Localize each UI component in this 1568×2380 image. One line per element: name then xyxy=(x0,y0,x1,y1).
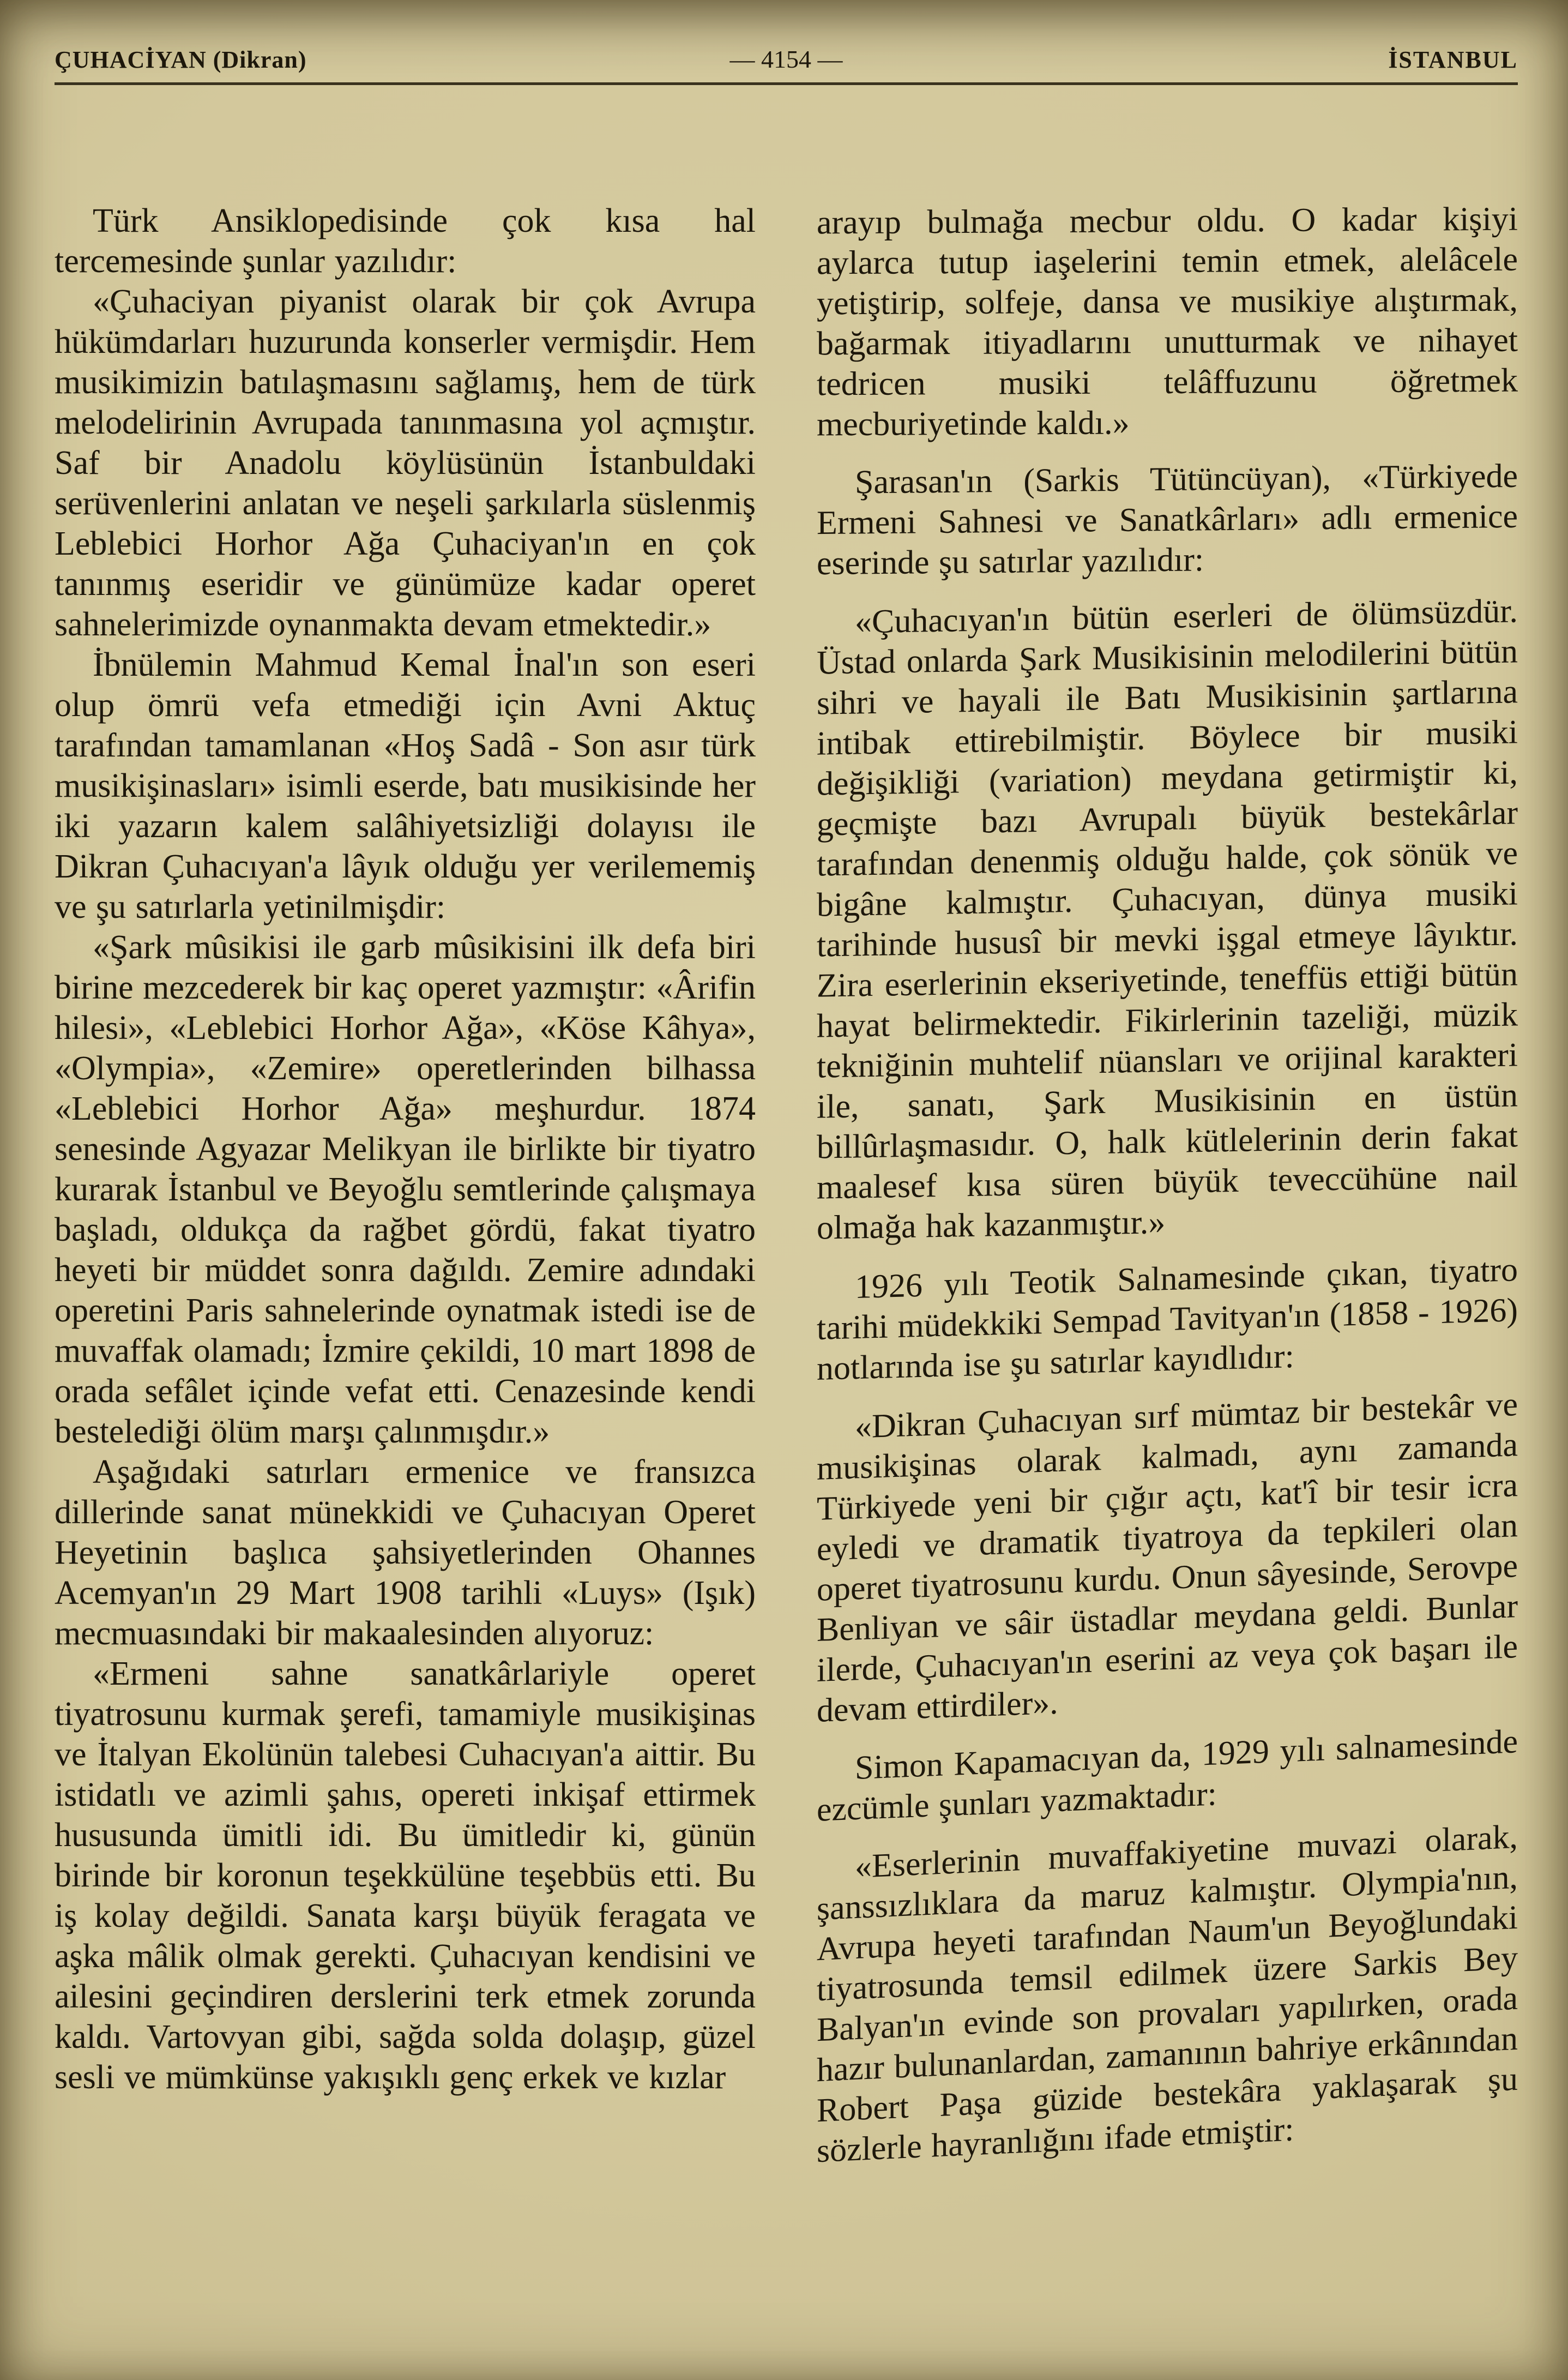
right-column xyxy=(817,200,1518,2170)
page-header xyxy=(55,45,1518,74)
page-number: — 4154 — xyxy=(729,45,843,73)
paragraph: 1926 yılı Teotik Salnamesinde çıkan, tiyatro tarihi müdekkiki Sempad Tavityan'ın (1858 - 1926) notlarında ise şu satırlar kayıdlıdır: xyxy=(817,1251,1518,1387)
paragraph: «Şark mûsikisi ile garb mûsikisini ilk defa biri birine mezcederek bir kaç operet yazmıştır: «Ârifin hilesi», «Leblebici Horhor Ağa», «Köse Kâhya», «Olympia», «Zemire» operetlerinden bilhassa «Leblebici Horhor Ağa» meşhurdur. 1874 senesinde Agyazar Melikyan ile birlikte bir tiyatro kurarak İstanbul ve Beyoğlu semtlerinde çalışmaya başladı, oldukça da rağbet gördü, fakat tiyatro heyeti bir müddet sonra dağıldı. Zemire adındaki operetini Paris sahnelerinde oynatmak istedi ise de muvaffak olamadı; İzmire çekildi, 10 mart 1898 de orada sefâlet içinde vefat etti. Cenazesinde kendi bestelediği ölüm marşı çalınmışdır.» xyxy=(55,929,756,1450)
header-divider xyxy=(55,82,1518,85)
paragraph: İbnülemin Mahmud Kemal İnal'ın son eseri olup ömrü vefa etmediği için Avni Aktuç tarafından tamamlanan «Hoş Sadâ - Son asır türk musikişinasları» isimli eserde, batı musikisinde her iki yazarın kalem salâhiyetsizliği dolayısı ile Dikran Çuhacıyan'a lâyık olduğu yer verilememiş ve şu satırlarla yetinilmişdir: xyxy=(55,646,756,925)
paragraph: Aşağıdaki satırları ermenice ve fransızca dillerinde sanat münekkidi ve Çuhacıyan Operet Heyetinin başlıca şahsiyetlerinden Ohannes Acemyan'ın 29 Mart 1908 tarihli «Luys» (Işık) mecmuasındaki bir makaalesinden alıyoruz: xyxy=(55,1453,756,1652)
paragraph: Şarasan'ın (Sarkis Tütüncüyan), «Türkiyede Ermeni Sahnesi ve Sanatkârları» adlı ermenice eserinde şu satırlar yazılıdır: xyxy=(817,457,1518,582)
paragraph: «Ermeni sahne sanatkârlariyle operet tiyatrosunu kurmak şerefi, tamamiyle musikişinas ve İtalyan Ekolünün talebesi Cuhacıyan'a aittir. Bu istidatlı ve azimli şahıs, opereti inkişaf ettirmek hususunda ümitli idi. Bu ümitledir ki, günün birinde bir koronun teşekkülüne teşebbüs etti. Bu iş kolay değildi. Sanata karşı büyük feragata ve aşka mâlik olmak gerekti. Çuhacıyan kendisini ve ailesini geçindiren derslerini terk etmek zorunda kaldı. Vartovyan gibi, sağda solda dolaşıp, güzel sesli ve mümkünse yakışıklı genç erkek ve kızlar xyxy=(55,1655,756,2096)
paragraph: Türk Ansiklopedisinde çok kısa hal tercemesinde şunlar yazılıdır: xyxy=(55,202,756,280)
paragraph: «Çuhacıyan'ın bütün eserleri de ölümsüzdür. Üstad onlarda Şark Musikisinin melodilerini bütün sihri ve hayali ile Batı Musikisinin şartlarına intibak ettirebilmiştir. Böylece bir musiki değişikliği (variation) meydana getirmiştir ki, geçmişte bazı Avrupalı büyük bestekârlar tarafından denenmiş olduğu halde, çok sönük ve bigâne kalmıştır. Çuhacıyan, dünya musiki tarihinde hususî bir mevki işgal etmeye lâyıktır. Zira eserlerinin ekseriyetinde, teneffüs ettiği bütün hayat belirmektedir. Fikirlerinin tazeliği, müzik tekniğinin muhtelif nüansları ve orijinal karakteri ile, sanatı, Şark Musikisinin en üstün billûrlaşmasıdır. O, halk kütlelerinin derin fakat maalesef kısa süren büyük teveccühüne nail olmağa hak kazanmıştır.» xyxy=(817,592,1518,1247)
paragraph: «Eserlerinin muvaffakiyetine muvazi olarak, şanssızlıklara da maruz kalmıştır. Olympia'nın, Avrupa heyeti tarafından Naum'un Beyoğlundaki tiyatrosunda temsil edilmek üzere Sarkis Bey Balyan'ın evinde son provaları yapılırken, orada hazır bulunanlardan, zamanının bahriye erkânından Robert Paşa güzide bestekâra yaklaşarak şu sözlerle hayranlığını ifade etmiştir: xyxy=(817,1818,1518,2170)
running-title: ÇUHACİYAN (Dikran) xyxy=(55,46,307,73)
paragraph: arayıp bulmağa mecbur oldu. O kadar kişiyi aylarca tutup iaşelerini temin etmek, alelâcele yetiştirip, solfeje, dansa ve musikiye alıştırmak, bağarmak itiyadlarını unutturmak ve nihayet tedricen musiki telâffuzunu öğretmek mecburiyetinde kaldı.» xyxy=(817,200,1518,443)
paragraph: «Çuhaciyan piyanist olarak bir çok Avrupa hükümdarları huzurunda konserler vermişdir. Hem musikimizin batılaşmasını sağlamış, hem de türk melodelirinin Avrupada tanınmasına yol açmıştır. Saf bir Anadolu köylüsünün İstanbuldaki serüvenlerini anlatan ve neşeli şarkılarla süslenmiş Leblebici Horhor Ağa Çuhaciyan'ın en çok tanınmış eseridir ve günümüze kadar operet sahnelerimizde oynanmakta devam etmektedir.» xyxy=(55,283,756,643)
left-column xyxy=(55,201,756,2155)
text-columns xyxy=(55,200,1518,2170)
paragraph: Simon Kapamacıyan da, 1929 yılı salnamesinde ezcümle şunları yazmaktadır: xyxy=(817,1723,1518,1829)
section-title: İSTANBUL xyxy=(1388,46,1518,73)
paragraph: «Dikran Çuhacıyan sırf mümtaz bir bestekâr ve musikişinas olarak kalmadı, aynı zamanda Türkiyede yeni bir çığır açtı, kat'î bir tesir icra eyledi ve dramatik tiyatroya da tepkileri olan operet tiyatrosunu kurdu. Onun sâyesinde, Serovpe Benliyan ve sâir üstadlar meydana geldi. Bunlar ilerde, Çuhacıyan'ın eserini az veya çok başarı ile devam ettirdiler». xyxy=(817,1386,1518,1729)
